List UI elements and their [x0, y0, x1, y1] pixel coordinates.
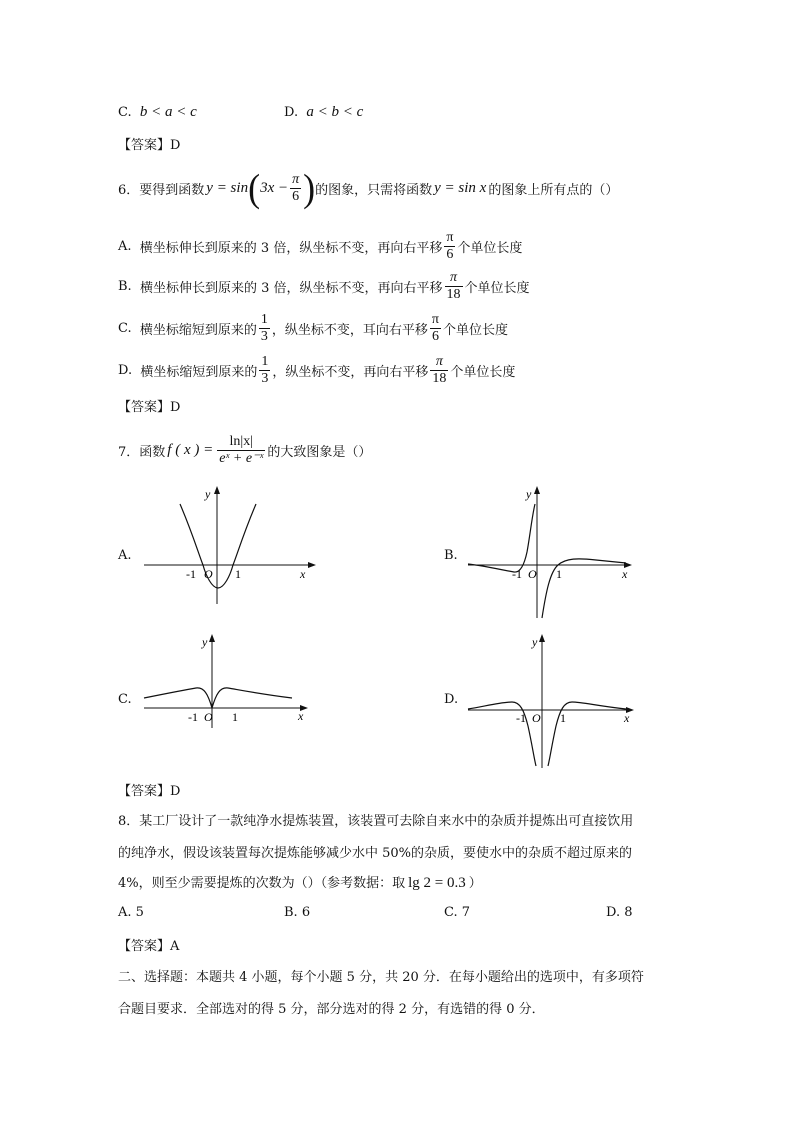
q7-answer: 【答案】D: [118, 784, 181, 799]
q8-option-a: A. 5: [118, 905, 144, 920]
tick-neg1: -1: [512, 567, 522, 581]
q5-option-d: D. a < b < c: [284, 104, 364, 120]
q7-graph-b-label: B.: [444, 548, 458, 563]
q6-option-a: A. 横坐标伸长到原来的 3 倍，纵坐标不变，再向右平移 $\frac{\pi}{6}$ 个单位长度: [118, 229, 523, 262]
y-axis-label: y: [202, 635, 208, 649]
tick-1: 1: [232, 710, 238, 724]
q7-graph-a: [140, 482, 320, 606]
q8-option-d: D. 8: [606, 905, 633, 920]
q7-graph-d-label: D.: [444, 692, 459, 707]
x-axis-label: x: [298, 709, 304, 723]
q6-answer: 【答案】D: [118, 400, 181, 415]
q7-stem: 7．函数 f ( x ) = $\frac{\ln|x|}{\text{eˣ + e⁻ˣ}}$ 的大致图象是（）: [118, 433, 372, 466]
q6-option-c: C. 横坐标缩短到原来的 $\frac{1}{3}$ ，纵坐标不变，耳向右平移 $\frac{\pi}{6}$ 个单位长度: [118, 311, 509, 344]
q8-stem-line2: 的纯净水，假设该装置每次提炼能够减少水中 50%的杂质，要使水中的杂质不超过原来的: [118, 846, 633, 861]
q8-stem-line3: 4%，则至少需要提炼的次数为（）（参考数据：取 lg 2 = 0.3 ）: [118, 875, 482, 891]
x-axis-label: x: [624, 711, 630, 725]
origin-label: O: [204, 567, 213, 581]
q6-option-b: B. 横坐标伸长到原来的 3 倍，纵坐标不变，再向右平移 $\frac{\pi}{18}$ 个单位长度: [118, 269, 530, 302]
tick-1: 1: [235, 567, 241, 581]
q7-graph-a-label: A.: [118, 548, 132, 563]
q5-option-c-expr: b < a < c: [139, 104, 197, 120]
q5-option-c: C. b < a < c: [118, 104, 197, 120]
tick-neg1: -1: [186, 567, 196, 581]
tick-1: 1: [560, 711, 566, 725]
q7-graph-d: [466, 630, 642, 770]
q7-graph-b: [466, 482, 640, 622]
origin-label: O: [204, 710, 213, 724]
q5-option-d-expr: a < b < c: [306, 104, 364, 120]
q6-option-d: D. 横坐标缩短到原来的 $\frac{1}{3}$ ，纵坐标不变，再向右平移 $\frac{\pi}{18}$ 个单位长度: [118, 353, 516, 386]
tick-1: 1: [556, 567, 562, 581]
origin-label: O: [532, 711, 541, 725]
q7-graph-c: [140, 630, 320, 730]
y-axis-label: y: [205, 487, 211, 501]
q6-stem: 6．要得到函数 y = sin ( 3x − $\frac{\pi}{6}$ ) 的图象，只需将函数 y = sin x 的图象上所有点的（）: [118, 166, 619, 210]
y-axis-label: y: [532, 635, 538, 649]
x-axis-label: x: [300, 567, 306, 581]
origin-label: O: [528, 567, 537, 581]
q8-answer: 【答案】A: [118, 939, 180, 954]
q8-stem-line1: 8．某工厂设计了一款纯净水提炼装置，该装置可去除自来水中的杂质并提炼出可直接饮用: [118, 814, 634, 829]
y-axis-label: y: [526, 487, 532, 501]
tick-neg1: -1: [188, 710, 198, 724]
tick-neg1: -1: [516, 711, 526, 725]
section2-line1: 二、选择题：本题共 4 小题，每个小题 5 分，共 20 分．在每小题给出的选项中，有多项符: [118, 970, 644, 985]
x-axis-label: x: [622, 567, 628, 581]
q8-option-b: B. 6: [284, 905, 311, 920]
q5-answer: 【答案】D: [118, 138, 181, 153]
section2-line2: 合题目要求．全部选对的得 5 分，部分选对的得 2 分，有选错的得 0 分．: [118, 1002, 545, 1017]
q7-graph-c-label: C.: [118, 692, 132, 707]
q8-option-c: C. 7: [444, 905, 471, 920]
